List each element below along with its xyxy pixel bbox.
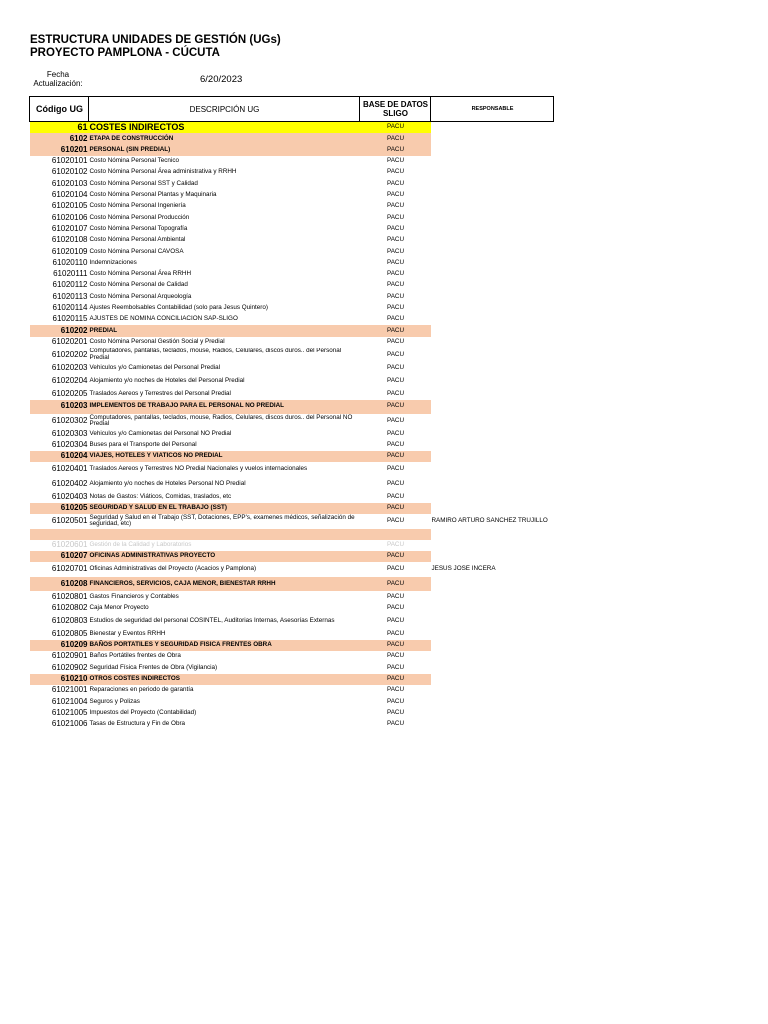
cell-base-datos: PACU (360, 122, 431, 134)
cell-responsable (431, 348, 554, 363)
cell-description: Indemnizaciones (89, 258, 137, 266)
cell-base-datos: PACU (386, 565, 405, 573)
table-row (30, 314, 554, 325)
cell-code: 61020501 (51, 515, 88, 525)
cell-responsable (431, 651, 554, 662)
cell-code: 61020112 (52, 280, 88, 290)
cell-responsable (431, 614, 554, 629)
cell-description: Costo Nómina Personal Ingeniería (89, 202, 186, 210)
cell-responsable: JESUS JOSE INCERA (431, 565, 496, 573)
cell-responsable (431, 325, 554, 336)
table-row (30, 280, 554, 291)
column-header-descripcion: DESCRIPCIÓN UG (89, 97, 360, 122)
table-row (30, 562, 554, 577)
cell-responsable (431, 540, 554, 551)
cell-responsable (431, 429, 554, 440)
cell-code: 61020701 (51, 564, 88, 574)
table-header-row (30, 97, 554, 122)
table-row (30, 440, 554, 451)
cell-base-datos: PACU (360, 551, 431, 562)
table-body (30, 122, 554, 731)
cell-code (30, 529, 89, 540)
table-row (30, 258, 554, 269)
cell-base-datos: PACU (386, 236, 405, 244)
cell-description: Vehiculos y/o Camionetas del Personal Predial (89, 363, 221, 371)
table-row (30, 540, 554, 551)
cell-responsable (431, 477, 554, 492)
cell-base-datos: PACU (386, 441, 405, 449)
table-row (30, 325, 554, 336)
table-row (30, 674, 554, 685)
ug-table (29, 96, 554, 730)
cell-code: 61020302 (51, 415, 88, 425)
cell-description: Costo Nómina Personal Gestión Social y Predial (89, 337, 225, 345)
table-row (30, 451, 554, 462)
cell-description: BAÑOS PORTATILES Y SEGURIDAD FISICA FRENTES OBRA (89, 640, 360, 651)
cell-description: Alojamiento y/o noches de Hoteles Personal NO Predial (89, 479, 246, 487)
cell-base-datos (360, 529, 431, 540)
cell-code: 61021001 (51, 685, 88, 695)
cell-responsable (431, 258, 554, 269)
table-row (30, 708, 554, 719)
table-row (30, 201, 554, 212)
cell-code: 61020805 (51, 628, 88, 638)
cell-description: Costo Nómina Personal Plantas y Maquinaria (89, 191, 217, 199)
cell-base-datos: PACU (386, 191, 405, 199)
cell-description: Costo Nómina Personal Topografía (89, 224, 188, 232)
cell-base-datos: PACU (386, 663, 405, 671)
cell-responsable (431, 314, 554, 325)
table-row (30, 122, 554, 134)
cell-description (89, 529, 360, 540)
table-row (30, 429, 554, 440)
table-row (30, 178, 554, 189)
cell-responsable (431, 269, 554, 280)
cell-description: Costo Nómina Personal Arqueología (89, 292, 192, 300)
cell-code: 61020101 (51, 156, 88, 166)
cell-code: 61020109 (51, 246, 88, 256)
table-row (30, 662, 554, 673)
cell-base-datos: PACU (386, 202, 405, 210)
table-row (30, 651, 554, 662)
cell-responsable (431, 246, 554, 257)
cell-description: Estudios de seguridad del personal COSINTEL, Auditorias Internas, Asesorías Externas (89, 616, 335, 624)
cell-description: Costo Nómina Personal Ambiental (89, 236, 186, 244)
cell-description: Oficinas Administrativas del Proyecto (Acacios y Pamplona) (89, 565, 257, 573)
cell-base-datos: PACU (386, 516, 405, 524)
table-row (30, 551, 554, 562)
cell-responsable (431, 178, 554, 189)
cell-description: Baños Portátiles frentes de Obra (89, 652, 181, 660)
cell-base-datos: PACU (360, 325, 431, 336)
cell-code: 610202 (30, 325, 89, 336)
cell-base-datos: PACU (386, 592, 405, 600)
cell-description: Notas de Gastos: Viáticos, Comidas, traslados, etc (89, 492, 232, 500)
table-row (30, 514, 554, 529)
table-row (30, 719, 554, 730)
cell-base-datos: PACU (386, 179, 405, 187)
column-header-responsable: RESPONSABLE (431, 97, 554, 122)
cell-code: 610210 (30, 674, 89, 685)
cell-code: 610209 (30, 640, 89, 651)
cell-code: 61020103 (51, 178, 88, 188)
cell-description: Vehiculos y/o Camionetas del Personal NO Predial (89, 429, 232, 437)
fecha-value: 6/20/2023 (200, 74, 243, 85)
table-row (30, 246, 554, 257)
cell-base-datos: PACU (386, 304, 405, 312)
cell-base-datos: PACU (386, 224, 405, 232)
cell-description: Gastos Financieros y Contables (89, 592, 179, 600)
cell-responsable (431, 167, 554, 178)
cell-base-datos: PACU (386, 247, 405, 255)
cell-base-datos: PACU (386, 429, 405, 437)
table-row (30, 291, 554, 302)
cell-base-datos: PACU (386, 720, 405, 728)
cell-description: Seguros y Polizas (89, 697, 140, 705)
cell-responsable (431, 440, 554, 451)
cell-base-datos: PACU (386, 389, 405, 397)
table-row (30, 614, 554, 629)
cell-code: 61020401 (51, 464, 88, 474)
cell-responsable (431, 190, 554, 201)
cell-code: 61020108 (51, 235, 88, 245)
table-row (30, 491, 554, 502)
cell-responsable (431, 696, 554, 707)
cell-base-datos: PACU (386, 604, 405, 611)
table-row (30, 190, 554, 201)
cell-responsable (431, 551, 554, 562)
table-row (30, 224, 554, 235)
cell-code: 610201 (30, 145, 89, 156)
cell-description: COSTES INDIRECTOS (89, 122, 360, 134)
cell-code: 610208 (30, 577, 89, 592)
cell-responsable (431, 212, 554, 223)
cell-responsable (431, 685, 554, 696)
cell-responsable (431, 201, 554, 212)
cell-base-datos: PACU (386, 376, 405, 384)
cell-responsable (431, 462, 554, 477)
table-row (30, 529, 554, 540)
cell-code: 61020304 (51, 440, 88, 450)
cell-responsable (431, 303, 554, 314)
cell-code: 61020114 (52, 303, 88, 313)
cell-code: 61020202 (51, 349, 88, 359)
cell-base-datos: PACU (360, 451, 431, 462)
table-row (30, 348, 554, 363)
cell-code: 61020303 (51, 428, 88, 438)
cell-code: 61020104 (51, 190, 88, 200)
cell-description: Costo Nómina Personal Área administrativa y RRHH (89, 168, 237, 176)
cell-description: OFICINAS ADMINISTRATIVAS PROYECTO (89, 551, 360, 562)
cell-base-datos: PACU (386, 315, 405, 323)
cell-description: Costo Nómina Personal CAVOSA (89, 247, 184, 255)
cell-base-datos: PACU (360, 503, 431, 514)
cell-base-datos: PACU (386, 157, 405, 165)
table-row (30, 212, 554, 223)
cell-description: FINANCIEROS, SERVICIOS, CAJA MENOR, BIENESTAR RRHH (89, 577, 360, 592)
cell-responsable (431, 388, 554, 399)
cell-description: PREDIAL (89, 325, 360, 336)
cell-code: 61020803 (51, 615, 88, 625)
cell-base-datos: PACU (386, 281, 405, 289)
cell-base-datos: PACU (386, 258, 405, 266)
cell-responsable (431, 414, 554, 429)
cell-responsable (431, 577, 554, 592)
cell-base-datos: PACU (360, 400, 431, 415)
cell-code: 61020902 (51, 662, 88, 672)
table-row (30, 362, 554, 373)
cell-code: 61020801 (51, 591, 88, 601)
cell-base-datos: PACU (386, 697, 405, 705)
cell-description: Costo Nómina Personal de Calidad (89, 281, 188, 289)
cell-description: SEGURIDAD Y SALUD EN EL TRABAJO (SST) (89, 503, 360, 514)
cell-code: 61020115 (52, 314, 88, 324)
table-row (30, 603, 554, 614)
cell-responsable (431, 491, 554, 502)
table-row (30, 503, 554, 514)
cell-code: 61020204 (51, 375, 88, 385)
cell-code: 61020203 (51, 362, 88, 372)
cell-code: 610207 (30, 551, 89, 562)
cell-code: 61020901 (51, 651, 88, 661)
cell-responsable (431, 400, 554, 415)
cell-responsable (431, 156, 554, 167)
cell-base-datos: PACU (386, 337, 405, 345)
cell-description: Seguridad y Salud en el Trabajo (SST, Dotaciones, EPP's, examenes médicos, señalización de seguridad, etc) (89, 514, 355, 528)
table-row (30, 167, 554, 178)
table-row (30, 235, 554, 246)
cell-code: 61021005 (51, 707, 88, 717)
table-row (30, 591, 554, 602)
cell-description: Costo Nómina Personal SST y Calidad (89, 179, 198, 187)
cell-code: 61020105 (51, 201, 88, 211)
table-row (30, 374, 554, 389)
cell-base-datos: PACU (386, 708, 405, 716)
cell-base-datos: PACU (386, 492, 405, 500)
cell-code: 6102 (30, 133, 89, 144)
table-row (30, 696, 554, 707)
cell-code: 61020402 (51, 478, 88, 488)
cell-responsable (431, 503, 554, 514)
cell-code: 610203 (30, 400, 89, 415)
cell-code: 61020201 (51, 336, 88, 346)
table-row (30, 133, 554, 144)
column-header-base-datos: BASE DE DATOS SLIGO (360, 97, 431, 122)
cell-base-datos: PACU (386, 213, 405, 221)
cell-description: Tasas de Estructura y Fin de Obra (89, 720, 186, 728)
cell-description: PERSONAL (SIN PREDIAL) (89, 145, 360, 156)
cell-code: 61020601 (51, 540, 88, 550)
cell-description: Costo Nómina Personal Área RRHH (89, 270, 191, 278)
cell-code: 61020107 (51, 223, 88, 233)
cell-responsable (431, 280, 554, 291)
project-name: PROYECTO PAMPLONA - CÚCUTA (30, 47, 220, 59)
table-row (30, 577, 554, 592)
cell-responsable (431, 603, 554, 614)
cell-code: 61020106 (51, 212, 88, 222)
cell-base-datos: PACU (386, 292, 405, 300)
cell-responsable (431, 362, 554, 373)
cell-responsable (431, 235, 554, 246)
cell-description: Bienestar y Eventos RRHH (89, 629, 166, 637)
cell-base-datos: PACU (386, 270, 405, 278)
cell-code: 61020110 (52, 257, 88, 267)
cell-responsable (431, 291, 554, 302)
cell-responsable (431, 674, 554, 685)
cell-responsable (431, 640, 554, 651)
cell-description: Impuestos del Proyecto (Contabilidad) (89, 708, 197, 716)
table-row (30, 156, 554, 167)
cell-description: OTROS COSTES INDIRECTOS (89, 674, 360, 685)
cell-code: 61020111 (53, 269, 88, 279)
cell-base-datos: PACU (360, 133, 431, 144)
table-row (30, 414, 554, 429)
cell-description: Seguridad Física Frentes de Obra (Vigilancia) (89, 663, 218, 671)
cell-responsable (431, 719, 554, 730)
cell-description: Reparaciones en periodo de garantía (89, 686, 194, 694)
cell-code: 61021004 (51, 696, 88, 706)
cell-description: VIAJES, HOTELES Y VIATICOS NO PREDIAL (89, 451, 360, 462)
cell-responsable (431, 337, 554, 348)
table-row (30, 388, 554, 399)
cell-base-datos: PACU (386, 686, 405, 694)
cell-responsable: RAMIRO ARTURO SANCHEZ TRUJILLO (431, 516, 548, 524)
cell-description: ETAPA DE CONSTRUCCIÓN (89, 133, 360, 144)
cell-base-datos: PACU (386, 350, 405, 358)
cell-base-datos: PACU (386, 479, 405, 487)
cell-description: Computadores, pantallas, teclados, mouse, Radios, Celulares, discos duros.. del Personal Predial (89, 347, 342, 362)
table-row (30, 685, 554, 696)
cell-base-datos: PACU (360, 640, 431, 651)
cell-base-datos: PACU (386, 363, 405, 371)
cell-responsable (431, 122, 554, 134)
cell-responsable (431, 708, 554, 719)
cell-code: 61020205 (51, 388, 88, 398)
table-row (30, 640, 554, 651)
cell-base-datos: PACU (360, 145, 431, 156)
cell-code: 61020802 (51, 603, 88, 612)
cell-responsable (431, 145, 554, 156)
table-row (30, 400, 554, 415)
cell-description: Ajustes Reembolsables Contabilidad (solo para Jesus Quintero) (89, 304, 269, 312)
cell-description: Caja Menor Proyecto (89, 604, 149, 611)
cell-description: Traslados Aereos y Terrestres del Personal Predial (89, 389, 231, 397)
cell-code: 610204 (30, 451, 89, 462)
table-row (30, 477, 554, 492)
cell-code: 610205 (30, 503, 89, 514)
cell-description: Buses para el Transporte del Personal (89, 441, 197, 449)
cell-base-datos: PACU (386, 416, 405, 424)
cell-base-datos: PACU (360, 674, 431, 685)
cell-responsable (431, 374, 554, 389)
cell-description: Traslados Aereos y Terrestres NO Predial Nacionales y vuelos internacionales (89, 465, 308, 473)
cell-description: Costo Nómina Personal Tecnico (89, 157, 179, 165)
cell-description: Alojamiento y/o noches de Hoteles del Personal Predial (89, 376, 245, 384)
cell-description: Computadores, pantallas, teclados, mouse, Radios, Celulares, discos duros.. del Personal NO Predial (89, 414, 353, 428)
cell-base-datos: PACU (386, 616, 405, 624)
cell-description: Costo Nómina Personal Producción (89, 213, 190, 221)
cell-base-datos: PACU (386, 168, 405, 176)
cell-responsable (431, 133, 554, 144)
cell-responsable (431, 662, 554, 673)
table-row (30, 269, 554, 280)
cell-base-datos: PACU (386, 465, 405, 473)
fecha-label: Fecha Actualización: (33, 70, 83, 88)
cell-code: 61 (30, 122, 89, 134)
cell-code: 61020403 (51, 491, 88, 501)
cell-responsable (431, 591, 554, 602)
table-row (30, 629, 554, 640)
table-row (30, 303, 554, 314)
cell-base-datos: PACU (360, 577, 431, 592)
cell-code: 61020102 (51, 167, 88, 177)
cell-responsable (431, 224, 554, 235)
cell-description: IMPLEMENTOS DE TRABAJO PARA EL PERSONAL NO PREDIAL (89, 400, 360, 415)
cell-base-datos: PACU (386, 541, 405, 549)
document-title: ESTRUCTURA UNIDADES DE GESTIÓN (UGs) (30, 34, 281, 46)
cell-responsable (431, 529, 554, 540)
cell-code: 61020113 (52, 291, 88, 301)
table-row (30, 337, 554, 348)
cell-description: AJUSTES DE NOMINA CONCILIACION SAP-SLIGO (89, 315, 238, 323)
column-header-codigo: Código UG (30, 97, 89, 122)
cell-base-datos: PACU (386, 629, 405, 637)
cell-code: 61021006 (51, 719, 88, 729)
table-row (30, 145, 554, 156)
cell-description: Gestión de la Calidad y Laboratorios (89, 541, 192, 549)
cell-responsable (431, 451, 554, 462)
cell-base-datos: PACU (386, 652, 405, 660)
table-row (30, 462, 554, 477)
cell-responsable (431, 629, 554, 640)
